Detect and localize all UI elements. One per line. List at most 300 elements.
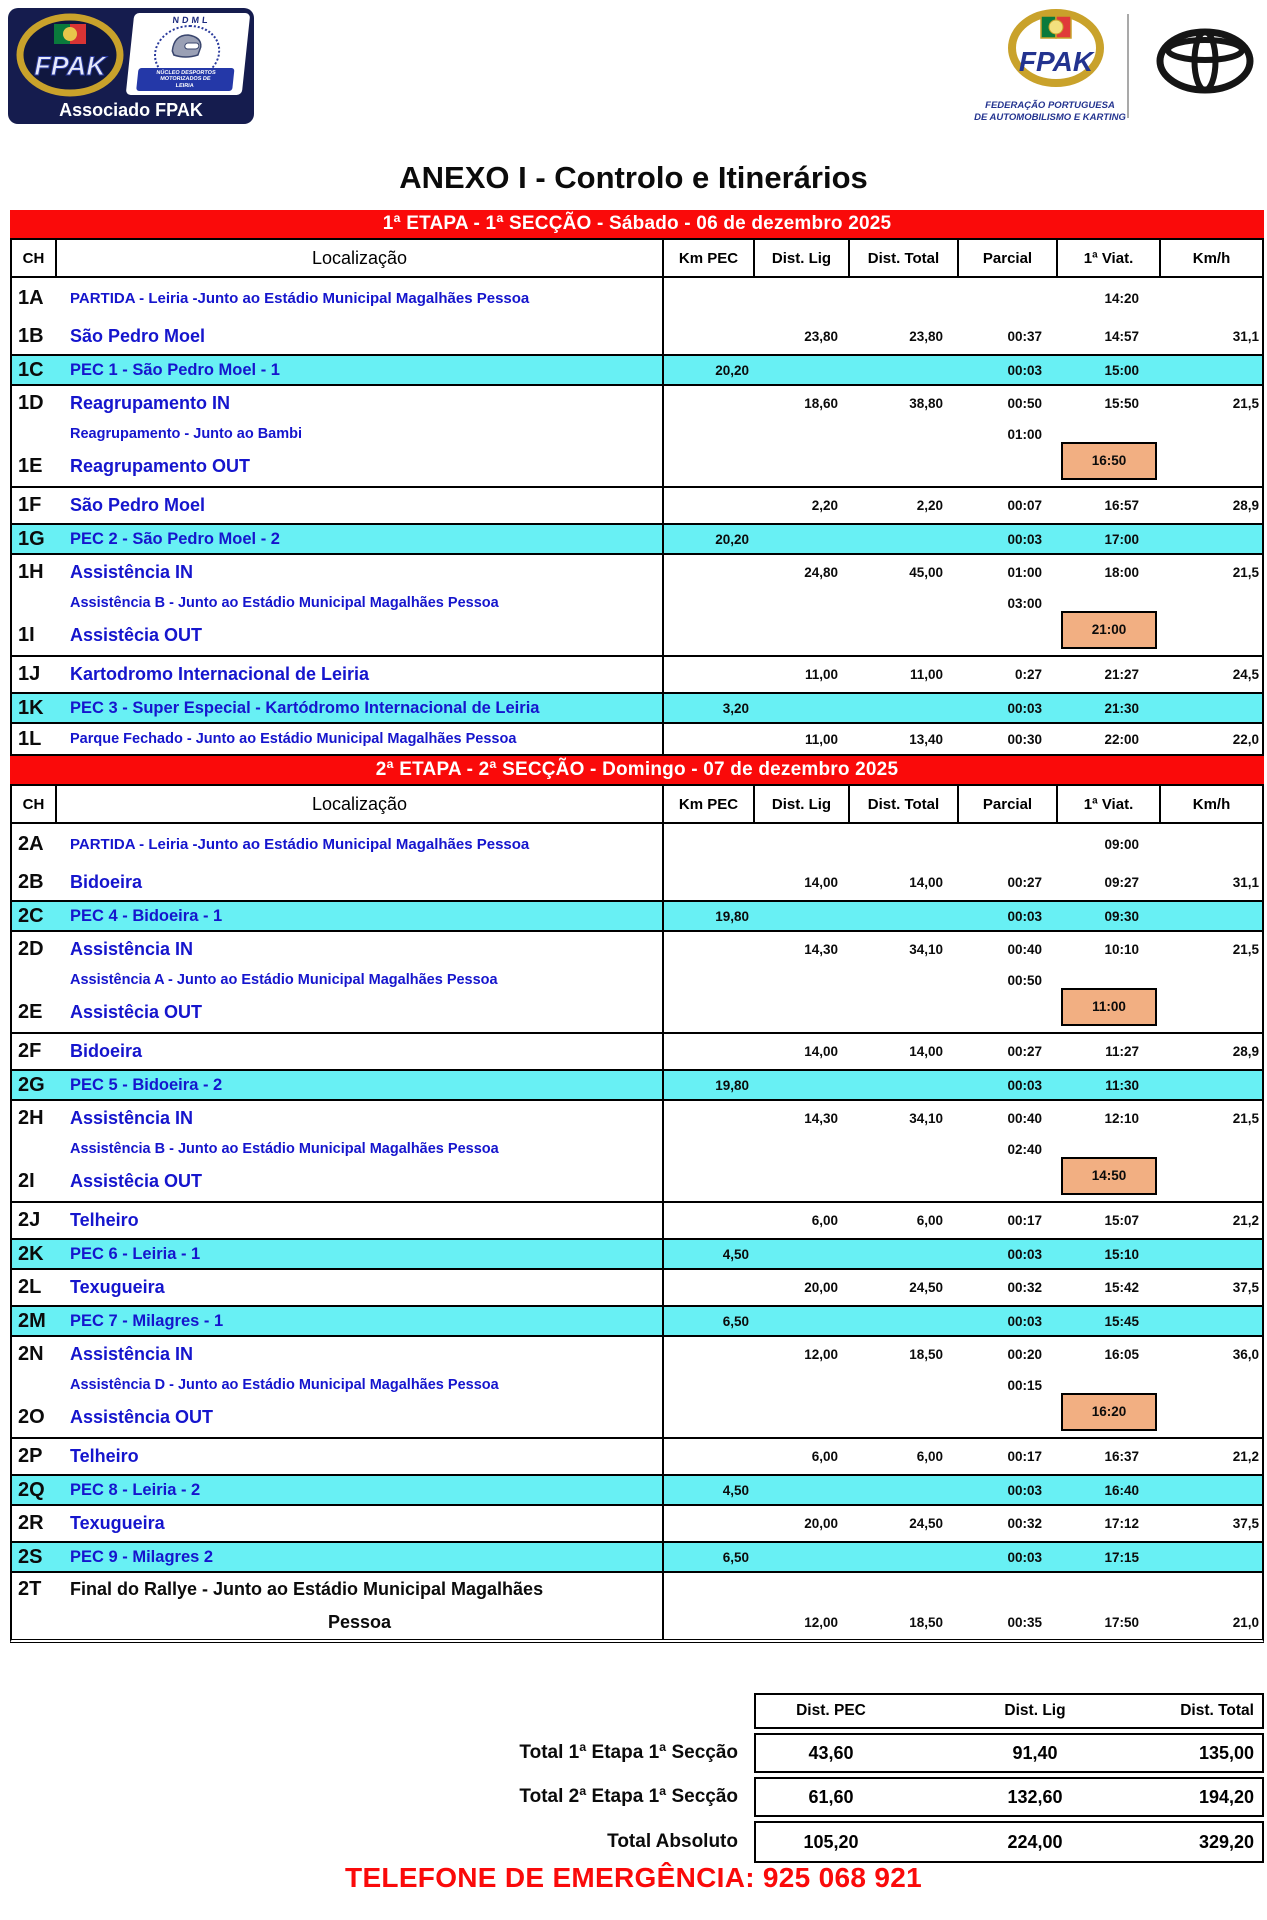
col-pec: 20,20 (715, 531, 749, 547)
col-viat: 15:07 (1104, 1213, 1139, 1228)
location-label: Bidoeira (57, 1034, 664, 1069)
col-tot: 6,00 (916, 1213, 943, 1228)
fpak-federation-logo-icon (1008, 8, 1104, 94)
ch-code: 1L (18, 727, 42, 750)
page-title: ANEXO I - Controlo e Itinerários (399, 160, 868, 195)
col-tot: 45,00 (909, 565, 943, 580)
location-label: Parque Fechado - Junto ao Estádio Municipal Magalhães Pessoa (57, 724, 664, 754)
row-block (10, 724, 1264, 756)
col-kmh: 21,2 (1232, 1213, 1259, 1228)
column-header: CH (12, 240, 57, 276)
column-header: Km/h (1192, 249, 1231, 267)
itinerary-row (12, 1573, 1262, 1606)
col-lig: 2,20 (811, 498, 838, 513)
col-tot: 14,00 (909, 1044, 943, 1059)
column-header: 1ª Viat. (1058, 240, 1161, 276)
column-header: Km/h (1192, 795, 1231, 813)
col-viat: 17:12 (1104, 1516, 1139, 1531)
col-viat (1058, 623, 1161, 649)
row-block (10, 1573, 1264, 1643)
col-par: 03:00 (1007, 595, 1042, 611)
ch-code: 1K (18, 696, 44, 719)
col-tot: 24,50 (909, 1280, 943, 1295)
location-label: São Pedro Moel (57, 319, 664, 354)
ch-code: 1E (18, 455, 43, 477)
row-block (10, 525, 1264, 555)
ch-code: 1G (18, 527, 45, 550)
col-viat: 16:57 (1104, 498, 1139, 513)
col-tot: 2,20 (916, 498, 943, 513)
ch-code: 1B (18, 325, 44, 347)
totals-value: 194,20 (1198, 1786, 1254, 1807)
col-viat: 18:00 (1104, 565, 1139, 580)
row-block (10, 1476, 1264, 1506)
itinerary-row (12, 447, 1262, 486)
col-tot: 38,80 (909, 396, 943, 411)
totals-value: 43,60 (808, 1742, 854, 1763)
itinerary-row (12, 1071, 1262, 1099)
col-par: 00:40 (1007, 1111, 1042, 1126)
helmet-icon (167, 31, 206, 61)
column-header: Dist. Lig (755, 786, 850, 822)
totals-row-etapa2 (754, 1777, 1264, 1817)
totals-label-etapa2: Total 2ª Etapa 1ª Secção (519, 1786, 738, 1807)
location-label: Assistência OUT (57, 1398, 664, 1437)
column-header: Dist. Total (850, 240, 959, 276)
col-tot: 23,80 (909, 329, 943, 344)
row-block (10, 1337, 1264, 1439)
col-viat: 17:00 (1104, 531, 1139, 547)
location-label: PEC 4 - Bidoeira - 1 (57, 902, 664, 930)
itinerary-row (12, 1606, 1262, 1639)
col-viat: 11:30 (1105, 1077, 1139, 1093)
location-label: PEC 9 - Milagres 2 (57, 1543, 664, 1571)
col-tot: 13,40 (909, 731, 943, 747)
location-label: Telheiro (57, 1439, 664, 1474)
itinerary-table (10, 210, 1264, 1643)
table-header-row (10, 784, 1264, 824)
col-viat: 16:40 (1104, 1482, 1139, 1498)
row-block (10, 1307, 1264, 1337)
col-pec: 19,80 (715, 908, 749, 924)
ch-code: 2J (18, 1209, 41, 1231)
itinerary-row (12, 1398, 1262, 1437)
col-viat: 15:50 (1104, 396, 1139, 411)
location-label: Reagrupamento OUT (57, 447, 664, 486)
totals-header-dist-pec: Dist. PEC (796, 1702, 866, 1719)
location-label: Assistência B - Junto ao Estádio Municipal Magalhães Pessoa (57, 1136, 664, 1162)
itinerary-row (12, 1240, 1262, 1268)
location-label: Bidoeira (57, 865, 664, 900)
assoc-fpak-caption: Associado FPAK (59, 100, 203, 120)
col-par: 00:03 (1007, 1549, 1042, 1565)
ch-code: 2A (18, 833, 44, 855)
col-par: 00:50 (1007, 396, 1042, 411)
row-block (10, 1506, 1264, 1543)
col-kmh: 21,5 (1232, 1111, 1259, 1126)
row-block (10, 932, 1264, 1034)
location-label: Assistência A - Junto ao Estádio Municipal Magalhães Pessoa (57, 967, 664, 993)
ndml-emblem-panel (126, 13, 251, 95)
itinerary-row (12, 657, 1262, 692)
itinerary-row (12, 1506, 1262, 1541)
itinerary-row (12, 1307, 1262, 1335)
col-tot: 24,50 (909, 1516, 943, 1531)
col-kmh: 22,0 (1232, 731, 1259, 747)
col-par: 01:00 (1007, 565, 1042, 580)
location-label: Telheiro (57, 1203, 664, 1238)
location-label: PEC 2 - São Pedro Moel - 2 (57, 525, 664, 553)
col-viat: 15:42 (1104, 1280, 1139, 1295)
col-viat: 22:00 (1104, 731, 1139, 747)
ch-code: 1I (18, 624, 35, 646)
itinerary-row (12, 616, 1262, 655)
totals-value: 224,00 (1007, 1831, 1063, 1852)
row-block (10, 1034, 1264, 1071)
itinerary-row (12, 356, 1262, 384)
itinerary-row (12, 1162, 1262, 1201)
ch-code: 2Q (18, 1478, 45, 1501)
ndml-assoc-fpak-logo (8, 8, 254, 124)
row-block (10, 386, 1264, 488)
col-par: 00:30 (1007, 731, 1042, 747)
row-block (10, 902, 1264, 932)
totals-value: 91,40 (1012, 1742, 1058, 1763)
ch-code: 2E (18, 1001, 43, 1023)
col-pec: 6,50 (722, 1313, 749, 1329)
itinerary-row (12, 319, 1262, 354)
col-viat: 09:00 (1104, 837, 1139, 852)
col-par: 00:03 (1007, 1246, 1042, 1262)
first-car-time-box: 16:20 (1061, 1393, 1157, 1431)
row-block (10, 488, 1264, 525)
ch-code: 2K (18, 1242, 44, 1265)
col-par: 00:17 (1007, 1213, 1042, 1228)
col-kmh: 36,0 (1232, 1347, 1259, 1362)
col-viat: 15:45 (1104, 1313, 1139, 1329)
col-lig: 6,00 (811, 1213, 838, 1228)
itinerary-row (12, 1543, 1262, 1571)
fpak-oval-emblem-icon (14, 12, 126, 98)
col-tot: 34,10 (909, 1111, 943, 1126)
stage-banner: 2ª ETAPA - 2ª SECÇÃO - Domingo - 07 de dezembro 2025 (10, 756, 1264, 784)
col-kmh: 21,0 (1232, 1615, 1259, 1630)
row-block (10, 555, 1264, 657)
itinerary-row (12, 278, 1262, 319)
itinerary-row (12, 1476, 1262, 1504)
totals-value: 135,00 (1198, 1742, 1254, 1763)
totals-label-absoluto: Total Absoluto (607, 1831, 738, 1852)
col-par: 01:00 (1007, 426, 1042, 442)
col-par: 00:03 (1007, 1077, 1042, 1093)
totals-value: 61,60 (808, 1786, 854, 1807)
column-header: Km PEC (664, 240, 755, 276)
itinerary-row (12, 865, 1262, 900)
itinerary-row (12, 488, 1262, 523)
location-label: Assistêcia OUT (57, 616, 664, 655)
col-viat (1058, 454, 1161, 480)
col-viat: 12:10 (1104, 1111, 1139, 1126)
col-lig: 20,00 (804, 1516, 838, 1531)
first-car-time-box: 16:50 (1061, 442, 1157, 480)
location-label: Assistência IN (57, 555, 664, 590)
itinerary-row (12, 1101, 1262, 1136)
itinerary-row (12, 1337, 1262, 1372)
totals-header-dist-total: Dist. Total (1180, 1702, 1254, 1719)
col-pec: 4,50 (722, 1482, 749, 1498)
itinerary-row (12, 1203, 1262, 1238)
totals-value: 132,60 (1007, 1786, 1063, 1807)
col-lig: 12,00 (804, 1615, 838, 1630)
location-label: PEC 3 - Super Especial - Kartódromo Internacional de Leiria (57, 694, 664, 722)
ndml-name-pill: NÚCLEO DESPORTOS MOTORIZADOS DE LEIRIA (136, 68, 234, 92)
location-label: Pessoa (57, 1606, 664, 1639)
totals-header-row (754, 1693, 1264, 1729)
ndml-arc-text: NDML (172, 15, 212, 25)
location-label: São Pedro Moel (57, 488, 664, 523)
col-kmh: 31,1 (1232, 329, 1259, 344)
col-lig: 14,00 (804, 1044, 838, 1059)
col-kmh: 28,9 (1232, 1044, 1259, 1059)
location-label: PEC 6 - Leiria - 1 (57, 1240, 664, 1268)
col-tot: 18,50 (909, 1615, 943, 1630)
row-block (10, 1543, 1264, 1573)
itinerary-row (12, 694, 1262, 722)
col-viat: 15:10 (1104, 1246, 1139, 1262)
ch-code: 1H (18, 561, 44, 583)
col-viat: 16:05 (1104, 1347, 1139, 1362)
ch-code: 2P (18, 1445, 43, 1467)
col-par: 00:03 (1007, 908, 1042, 924)
col-pec: 3,20 (722, 700, 749, 716)
col-viat: 15:00 (1104, 362, 1139, 378)
ch-code: 2F (18, 1040, 42, 1062)
col-pec: 19,80 (715, 1077, 749, 1093)
column-header: Dist. Lig (755, 240, 850, 276)
itinerary-row (12, 902, 1262, 930)
col-lig: 24,80 (804, 565, 838, 580)
col-tot: 34,10 (909, 942, 943, 957)
col-par: 00:03 (1007, 1482, 1042, 1498)
col-lig: 14,00 (804, 875, 838, 890)
location-label: Reagrupamento IN (57, 386, 664, 421)
col-par: 00:03 (1007, 700, 1042, 716)
itinerary-row (12, 525, 1262, 553)
column-header: Localização (57, 240, 664, 276)
col-par: 00:32 (1007, 1516, 1042, 1531)
col-par: 00:15 (1007, 1377, 1042, 1393)
row-block (10, 657, 1264, 694)
ch-code: 2B (18, 871, 44, 893)
emergency-phone: TELEFONE DE EMERGÊNCIA: 925 068 921 (345, 1862, 922, 1893)
itinerary-row (12, 386, 1262, 421)
col-viat (1058, 1169, 1161, 1195)
row-block (10, 1240, 1264, 1270)
location-label: PEC 8 - Leiria - 2 (57, 1476, 664, 1504)
col-viat: 09:27 (1104, 875, 1139, 890)
col-par: 00:50 (1007, 972, 1042, 988)
col-par: 00:35 (1007, 1615, 1042, 1630)
col-lig: 6,00 (811, 1449, 838, 1464)
col-par: 0:27 (1014, 667, 1042, 682)
location-label: Reagrupamento - Junto ao Bambi (57, 421, 664, 447)
col-viat: 14:57 (1104, 329, 1139, 344)
col-kmh: 21,2 (1232, 1449, 1259, 1464)
col-par: 00:32 (1007, 1280, 1042, 1295)
col-lig: 20,00 (804, 1280, 838, 1295)
col-kmh: 31,1 (1232, 875, 1259, 890)
col-pec: 20,20 (715, 362, 749, 378)
ch-code: 2O (18, 1406, 45, 1428)
ch-code: 2R (18, 1512, 44, 1534)
col-kmh: 21,5 (1232, 565, 1259, 580)
col-viat (1058, 1405, 1161, 1431)
column-header: Parcial (959, 786, 1058, 822)
col-kmh: 37,5 (1232, 1516, 1259, 1531)
itinerary-row (12, 932, 1262, 967)
col-par: 00:37 (1007, 329, 1042, 344)
ch-code: 2H (18, 1107, 44, 1129)
location-label: PEC 7 - Milagres - 1 (57, 1307, 664, 1335)
ch-code: 1D (18, 392, 44, 414)
logo-divider (1127, 14, 1129, 118)
col-kmh: 37,5 (1232, 1280, 1259, 1295)
col-par: 00:20 (1007, 1347, 1042, 1362)
totals-label-etapa1: Total 1ª Etapa 1ª Secção (519, 1742, 738, 1763)
col-pec: 6,50 (722, 1549, 749, 1565)
col-lig: 11,00 (804, 731, 838, 747)
location-label: Assistência IN (57, 1101, 664, 1136)
col-par: 02:40 (1007, 1141, 1042, 1157)
location-label: PARTIDA - Leiria -Junto ao Estádio Municipal Magalhães Pessoa (57, 278, 664, 319)
row-block (10, 694, 1264, 724)
col-par: 00:27 (1007, 875, 1042, 890)
svg-text:FPAK: FPAK (1018, 46, 1094, 77)
col-kmh: 21,5 (1232, 396, 1259, 411)
row-block (10, 356, 1264, 386)
col-par: 00:03 (1007, 531, 1042, 547)
ch-code: 1A (18, 287, 44, 309)
ch-code: 2I (18, 1170, 35, 1192)
totals-row-etapa1 (754, 1733, 1264, 1773)
row-block (10, 1203, 1264, 1240)
col-viat: 10:10 (1104, 942, 1139, 957)
column-header: CH (12, 786, 57, 822)
location-label: Kartodromo Internacional de Leiria (57, 657, 664, 692)
row-block (10, 1071, 1264, 1101)
location-label: Texugueira (57, 1270, 664, 1305)
col-viat (1058, 1000, 1161, 1026)
col-viat: 11:27 (1105, 1044, 1139, 1059)
totals-header-dist-lig: Dist. Lig (1004, 1702, 1066, 1719)
col-lig: 23,80 (804, 329, 838, 344)
col-par: 00:40 (1007, 942, 1042, 957)
ch-code: 1J (18, 663, 41, 685)
row-block (10, 278, 1264, 356)
toyota-logo-icon (1156, 28, 1254, 94)
col-par: 00:03 (1007, 362, 1042, 378)
col-lig: 14,30 (804, 942, 838, 957)
col-viat: 17:50 (1104, 1615, 1139, 1630)
ch-code: 2L (18, 1276, 42, 1298)
col-viat: 09:30 (1104, 908, 1139, 924)
column-header: Localização (57, 786, 664, 822)
col-kmh: 28,9 (1232, 498, 1259, 513)
column-header: Dist. Total (850, 786, 959, 822)
col-viat: 21:27 (1104, 667, 1139, 682)
itinerary-row (12, 555, 1262, 590)
row-block (10, 1101, 1264, 1203)
location-label: PEC 1 - São Pedro Moel - 1 (57, 356, 664, 384)
col-lig: 14,30 (804, 1111, 838, 1126)
totals-summary (10, 1693, 1264, 1863)
row-block (10, 1270, 1264, 1307)
row-block (10, 1439, 1264, 1476)
row-block (10, 824, 1264, 902)
location-label: Assistêcia OUT (57, 1162, 664, 1201)
svg-text:FPAK: FPAK (34, 51, 106, 81)
first-car-time-box: 21:00 (1061, 611, 1157, 649)
column-header: 1ª Viat. (1058, 786, 1161, 822)
col-viat: 17:15 (1104, 1549, 1139, 1565)
itinerary-row (12, 1439, 1262, 1474)
col-par: 00:03 (1007, 1313, 1042, 1329)
location-label: Assistência IN (57, 932, 664, 967)
location-label: Final do Rallye - Junto ao Estádio Municipal Magalhães (57, 1573, 664, 1606)
first-car-time-box: 14:50 (1061, 1157, 1157, 1195)
ch-code: 2S (18, 1545, 43, 1568)
location-label: Assistência D - Junto ao Estádio Municipal Magalhães Pessoa (57, 1372, 664, 1398)
location-label: Assistência B - Junto ao Estádio Municipal Magalhães Pessoa (57, 590, 664, 616)
col-viat: 14:20 (1104, 291, 1139, 306)
col-tot: 18,50 (909, 1347, 943, 1362)
col-kmh: 21,5 (1232, 942, 1259, 957)
col-viat: 16:37 (1104, 1449, 1139, 1464)
col-pec: 4,50 (722, 1246, 749, 1262)
location-label: PARTIDA - Leiria -Junto ao Estádio Municipal Magalhães Pessoa (57, 824, 664, 865)
col-lig: 11,00 (804, 667, 838, 682)
totals-spacer (10, 1693, 754, 1729)
totals-value: 329,20 (1198, 1831, 1254, 1852)
itinerary-row (12, 1270, 1262, 1305)
location-label: PEC 5 - Bidoeira - 2 (57, 1071, 664, 1099)
ch-code: 2D (18, 938, 44, 960)
col-tot: 14,00 (909, 875, 943, 890)
fpak-federation-caption: FEDERAÇÃO PORTUGUESA DE AUTOMOBILISMO E KARTING (974, 100, 1126, 123)
col-par: 00:07 (1007, 498, 1042, 513)
ch-code: 2M (18, 1309, 46, 1332)
location-label: Assistência IN (57, 1337, 664, 1372)
itinerary-row (12, 724, 1262, 754)
location-label: Assistêcia OUT (57, 993, 664, 1032)
ch-code: 2N (18, 1343, 44, 1365)
ch-code: 2G (18, 1073, 45, 1096)
totals-value: 105,20 (803, 1831, 859, 1852)
stage-banner: 1ª ETAPA - 1ª SECÇÃO - Sábado - 06 de dezembro 2025 (10, 210, 1264, 238)
col-kmh: 24,5 (1232, 667, 1259, 682)
ch-code: 1F (18, 494, 42, 516)
col-lig: 12,00 (804, 1347, 838, 1362)
ch-code: 2T (18, 1578, 42, 1600)
col-tot: 6,00 (916, 1449, 943, 1464)
ch-code: 1C (18, 358, 44, 381)
col-par: 00:27 (1007, 1044, 1042, 1059)
location-label: Texugueira (57, 1506, 664, 1541)
col-viat: 21:30 (1104, 700, 1139, 716)
column-header: Parcial (959, 240, 1058, 276)
col-tot: 11,00 (909, 667, 943, 682)
first-car-time-box: 11:00 (1061, 988, 1157, 1026)
